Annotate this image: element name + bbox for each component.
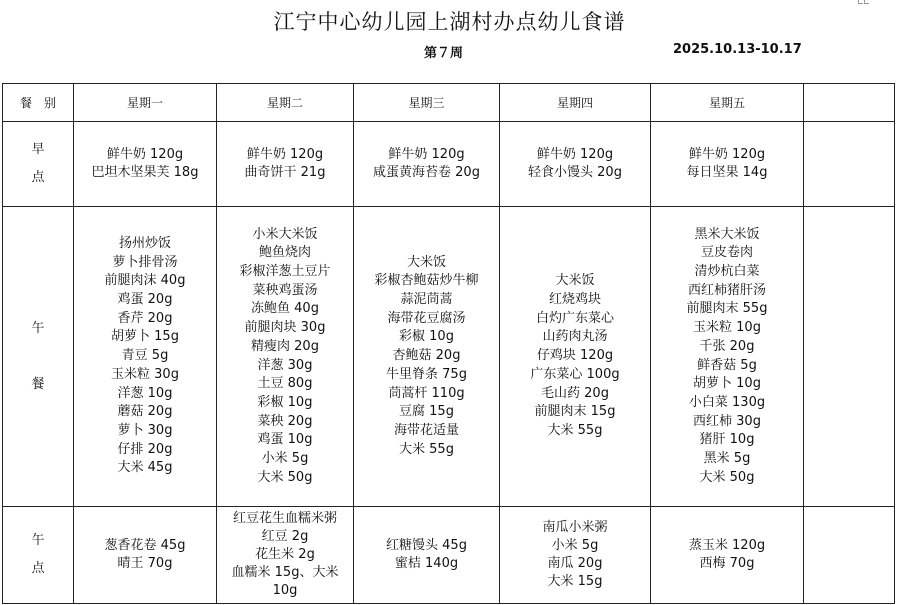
menu-item: 黑米大米饭 [694,226,760,242]
menu-item: 每日坚果 14g [686,165,768,180]
menu-item: 彩椒洋葱土豆片 [239,263,331,279]
menu-item: 红烧鸡块 [548,292,601,308]
menu-item: 冻鲍鱼 40g [251,301,319,317]
crop-mark-icon [858,0,863,4]
menu-item: 豆腐 15g [399,404,454,420]
menu-item: 巴坦木坚果芙 18g [91,165,199,180]
menu-item: 洋葱 30g [257,357,313,373]
menu-cell-friday [651,507,804,604]
menu-item: 小白菜 130g [688,394,766,410]
snack-row [3,507,895,604]
day-header-monday: 星期一 [74,84,217,122]
menu-item: 南瓜小米粥 [542,520,608,535]
menu-item: 花生米 2g [255,547,315,562]
menu-item: 玉米粒 30g [111,366,179,382]
menu-cell-wednesday [354,207,500,507]
header-row [3,84,895,122]
meal-label-char: 午 [31,320,45,336]
menu-item: 萝卜 30g [117,422,173,438]
menu-item: 广东菜心 100g [530,366,620,382]
menu-cell-monday [74,122,217,207]
menu-item: 海带花豆腐汤 [387,310,466,326]
menu-item: 大米饭 [555,273,595,289]
menu-cell-friday [651,122,804,207]
menu-item: 仔鸡块 120g [536,348,614,364]
menu-item: 小米大米饭 [252,226,318,242]
menu-item: 西红柿猪肝汤 [687,282,766,298]
menu-cell-wednesday [354,507,500,604]
menu-item: 鲜牛奶 120g [246,147,324,162]
menu-item: 千张 20g [699,338,755,354]
menu-item: 土豆 80g [257,376,313,392]
menu-item: 毛山药 20g [541,385,609,401]
menu-item: 西红柿 30g [693,413,761,429]
menu-item: 鲜牛奶 120g [106,147,184,162]
meal-label-char: 餐 [31,376,45,392]
menu-item: 牛里脊条 75g [386,366,467,382]
meal-label-char: 点 [31,170,45,185]
menu-item: 大米 45g [117,460,173,476]
menu-item: 鲍鱼烧肉 [258,245,311,261]
week-label: 第７周 [424,46,464,61]
menu-item: 曲奇饼干 21g [244,165,326,180]
menu-item: 咸蛋黄海苔卷 20g [373,165,480,180]
menu-cell-thursday [500,122,651,207]
menu-item: 前腿肉沫 40g [104,273,186,289]
menu-item: 大米 50g [699,469,755,485]
menu-item: 鲜牛奶 120g [388,147,465,162]
menu-item: 鲜牛奶 120g [688,147,766,162]
menu-item: 胡萝卜 15g [111,329,179,345]
menu-item: 扬州炒饭 [118,235,171,251]
menu-item: 胡萝卜 10g [693,376,761,392]
menu-cell-extra [804,122,895,207]
menu-item: 轻食小馒头 20g [528,165,622,180]
menu-item: 小米 5g [261,451,309,467]
menu-item: 清炒杭白菜 [694,263,760,279]
page-title: 江宁中心幼儿园上湖村办点幼儿食谱 [273,10,626,34]
day-header-empty [804,84,895,122]
menu-item: 玉米粒 10g [693,320,761,336]
menu-item: 精瘦肉 20g [251,338,319,354]
day-header-wednesday: 星期三 [354,84,500,122]
menu-cell-friday [651,207,804,507]
menu-item: 蜜桔 140g [394,556,459,571]
menu-item: 青豆 5g [121,348,169,364]
meal-label-char: 点 [31,561,45,576]
menu-item: 前腿肉末 55g [686,301,768,317]
menu-item: 晴王 70g [117,556,173,571]
menu-table [2,83,895,604]
menu-item: 大米饭 [406,254,446,270]
menu-item: 茼蒿杆 110g [388,385,465,401]
menu-item: 鲜香菇 5g [697,357,757,373]
menu-item: 前腿肉末 15g [534,404,616,420]
meal-label-cell [3,122,74,207]
day-header-thursday: 星期四 [500,84,651,122]
menu-item: 红豆花生血糯米粥 [232,511,337,526]
lunch-row [3,207,895,507]
menu-item: 蘑菇 20g [117,404,173,420]
menu-cell-monday [74,507,217,604]
menu-cell-tuesday [217,507,354,604]
breakfast-row [3,122,895,207]
menu-item: 鸡蛋 10g [257,432,313,448]
menu-item: 西梅 70g [699,556,755,571]
meal-label-cell [3,507,74,604]
menu-cell-extra [804,507,895,604]
menu-item: 黑米 5g [703,451,751,467]
menu-item: 前腿肉块 30g [244,320,326,336]
menu-item: 彩椒杏鲍菇炒牛柳 [374,273,479,289]
menu-item: 蒜泥茼蒿 [400,292,453,308]
menu-item: 鲜牛奶 120g [536,147,614,162]
day-header-friday: 星期五 [651,84,804,122]
menu-item: 香芹 20g [117,310,173,326]
menu-item: 大米 50g [257,469,313,485]
menu-item: 白灼广东菜心 [535,310,614,326]
menu-item: 葱香花卷 45g [104,538,186,553]
meal-label-char: 午 [31,533,45,548]
menu-cell-tuesday [217,207,354,507]
menu-cell-extra [804,207,895,507]
menu-cell-tuesday [217,122,354,207]
menu-item: 南瓜 20g [547,556,603,571]
menu-item: 菜秧 20g [257,413,313,429]
date-range: 2025.10.13-10.17 [673,42,802,57]
menu-item: 鸡蛋 20g [117,292,173,308]
menu-item: 红糖馒头 45g [386,538,467,553]
day-header-tuesday: 星期二 [217,84,354,122]
menu-item: 彩椒 10g [257,394,313,410]
menu-item: 小米 5g [551,538,599,553]
meal-label-cell [3,207,74,507]
menu-item: 大米 55g [399,441,454,457]
menu-item: 山药肉丸汤 [542,329,608,345]
menu-item: 萝卜排骨汤 [112,254,178,270]
menu-item: 大米 15g [547,574,603,589]
meal-column-header: 餐 别 [3,84,74,122]
menu-cell-wednesday [354,122,500,207]
menu-item: 蒸玉米 120g [688,538,766,553]
menu-cell-monday [74,207,217,507]
menu-item: 大米 55g [547,422,603,438]
menu-item: 海带花适量 [393,422,459,438]
menu-cell-thursday [500,507,651,604]
menu-cell-thursday [500,207,651,507]
menu-item: 豆皮卷肉 [700,245,753,261]
menu-item: 杏鲍菇 20g [392,348,461,364]
crop-mark-icon [864,0,869,4]
menu-item: 洋葱 10g [117,385,173,401]
menu-item: 猪肝 10g [699,432,755,448]
meal-label-char: 早 [31,142,45,157]
menu-item: 仔排 20g [117,441,173,457]
menu-item: 彩椒 10g [399,329,454,345]
menu-item: 红豆 2g [261,529,309,544]
menu-item: 血糯米 15g、大米 [231,565,339,580]
menu-item: 菜秧鸡蛋汤 [252,282,318,298]
menu-item: 10g [272,583,298,598]
